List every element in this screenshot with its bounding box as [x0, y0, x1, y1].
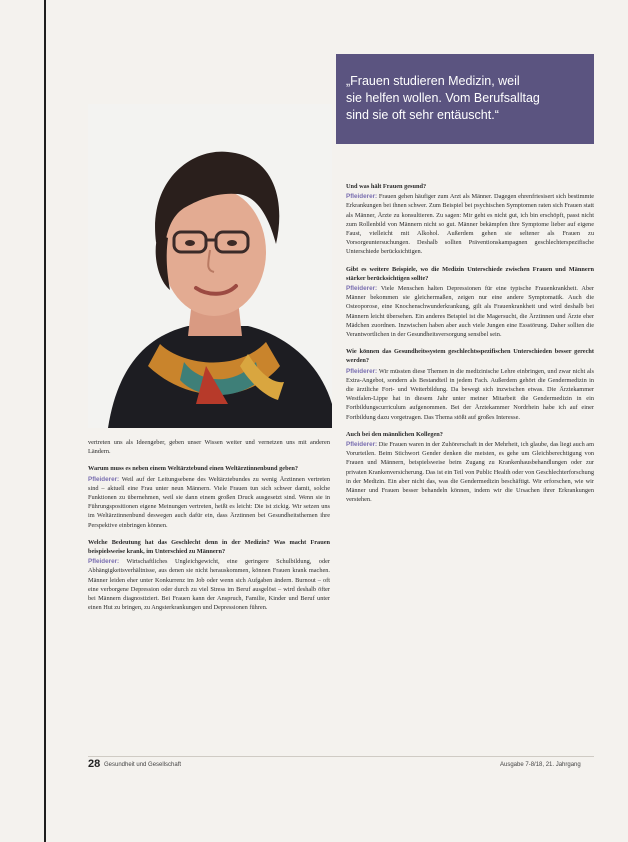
left-column: [88, 438, 330, 612]
right-column: [346, 182, 594, 505]
intro-paragraph: vertreten uns als Ideengeber, geben unser Wissen weiter und vernetzen uns mit anderen Ländern.: [88, 439, 330, 456]
page-edge-line: [44, 0, 46, 842]
quote-line-2: sie helfen wollen. Vom Berufsalltag: [346, 91, 540, 105]
interview-block-2: [88, 538, 330, 613]
interview-block-4: [346, 265, 594, 340]
answer-text: Viele Menschen halten Depressionen für eine typische Frauenkrankheit. Aber Männer bekommen sie gleichermaßen, zeigen nur eine andere Symptomatik. Auch die Osteoporose, eine Knochenschwunderkrankung, gilt als Frauenkrankheit und wird deshalb bei Männern leicht übersehen. Ein anderes Beispiel ist die Magersucht, die Ärztinnen und Ärzte eher Mädchen zuordnen. Inzwischen haben aber auch viele Jungen eine Essstörung. Daher sollten die Verantwortlichen in der Gesundheitsversorgung sensibel sein.: [346, 285, 594, 339]
speaker-label: Pfleiderer:: [346, 367, 378, 375]
speaker-label: Pfleiderer:: [346, 285, 378, 293]
question-heading: Und was hält Frauen gesund?: [346, 183, 427, 190]
speaker-label: Pfleiderer:: [88, 475, 120, 483]
question-heading: Auch bei den männlichen Kollegen?: [346, 430, 443, 438]
question-heading: Welche Bedeutung hat das Geschlecht denn in der Medizin? Was macht Frauen beispielsweise krank, im Unterschied zu Männern?: [88, 538, 330, 556]
answer-text: Die Frauen waren in der Zuhörerschaft in der Mehrheit, ich glaube, das liegt auch am Vorurteilen. Beim Stichwort Gender denken die meisten, es gehe um Gleichberechtigung von Frauen und Männern, beispielsweise beim Zugang zu Krankenhausbehandlungen oder zur privaten Krankenversicherung. Das ist ein Teil von Public Health oder von Geschlechterforschung in der Medizin. Ein aber nicht das, was die Gendermedizin beschäftigt. Wir erforschen, wie wir Männer und Frauen besser behandeln können, indem wir die Ursachen ihrer Erkrankungen verstehen.: [346, 441, 594, 504]
issue-info: Ausgabe 7-8/18, 21. Jahrgang: [500, 762, 581, 768]
interview-block-5: [346, 347, 594, 422]
speaker-label: Pfleiderer:: [88, 558, 120, 566]
speaker-label: Pfleiderer:: [346, 441, 378, 449]
interview-block-1: [88, 464, 330, 529]
answer-text: Wir müssten diese Themen in die medizinische Lehre einbringen, und zwar nicht als Extra-Angebot, sondern als Bestandteil in jedem Fach. Außerdem gehört die Gendermedizin in die ärztliche Fort- und Weiterbildung. Da bewegt sich inzwischen etwas. Die Ärztekammer Westfalen-Lippe hat in diesem Jahr unter meiner Mitarbeit die Gendermedizin in ein Fortbildungscurriculum aufgenommen. Bei der Ärztekammer Nordrhein habe ich auf einer Fortbildung dazu vorgetragen. Das Thema stößt auf großes Interesse.: [346, 367, 594, 421]
answer-text: Weil auf der Leitungsebene des Weltärztebundes zu wenig Ärztinnen vertreten sind – aktuell eine Frau unter neun Männern. Viele Frauen tun sich schwer damit, solche Funktionen zu übernehmen, weil sie dann einem großen Druck ausgesetzt sind. Wenn sie in Führungspositionen eigene Meinungen vertreten, heißt es leicht: Die ist zickig. Wir setzen uns im Weltärztinnenbund deswegen auch dafür ein, dass Ärztinnen bei Gesundheitsthemen ihre Perspektive einbringen können.: [88, 475, 330, 529]
quote-line-3: sind sie oft sehr entäuscht.“: [346, 108, 499, 122]
answer-text: Frauen gehen häufiger zum Arzt als Männer. Dagegen ehrenfriesisert sich bestimmte Erkrankungen bei ihnen schwer. Zum Beispiel bei psychischen Symptomen raten sich Frauen statt als Männer, Ärzte zu konsultieren. Zu sagen: Mir geht es nicht gut, ich bin erschöpft, passt nicht zum Rollenbild von Männern nicht so gut. Männer bekämpfen ihre Symptome lieber auf eigene Faust, vielleicht mit Alkohol. Außerdem gehen sie seltener als Frauen zu Vorsorgeuntersuchungen. Deshalb sollten Präventionskampagnen geschlechterspezifische Unterschiede berücksichtigen.: [346, 193, 594, 256]
question-heading: Wie können das Gesundheitssystem geschlechtsspezifischen Unterschieden besser gerecht werden?: [346, 348, 594, 365]
pull-quote: [336, 54, 594, 144]
question-heading: Gibt es weitere Beispiele, wo die Medizin Unterschiede zwischen Frauen und Männern stärker berücksichtigen sollte?: [346, 265, 594, 282]
interview-block-6: [346, 430, 594, 505]
interview-block-3: [346, 182, 594, 257]
speaker-label: Pfleiderer:: [346, 193, 378, 201]
portrait-photo: [88, 104, 332, 428]
question-heading: Warum muss es neben einem Weltärztebund einen Weltärztinnenbund geben?: [88, 465, 299, 473]
quote-line-1: „Frauen studieren Medizin, weil: [346, 74, 520, 88]
answer-text: Wirtschaftliches Ungleichgewicht, eine geringere Schulbildung, oder Abhängigkeitsverhältnisse, aus denen sie nicht herauskommen, können Frauen krank machen. Männer leiden eher unter Konkurrenz im Job oder wenn sich Aufgaben ändern. Burnout – oft eine verborgene Depression oder durch zu viel Stress im Beruf ausgelöst – wird deshalb öfter bei Männern diagnostiziert. Bei Frauen kann der Anspruch, Familie, Kinder und Beruf unter einen Hut zu bringen, zu Angsterkrankungen und Depressionen führen.: [88, 558, 330, 612]
page-number: 28: [88, 758, 101, 770]
section-title: Gesundheit und Gesellschaft: [104, 762, 182, 768]
footer-divider: [88, 756, 594, 757]
